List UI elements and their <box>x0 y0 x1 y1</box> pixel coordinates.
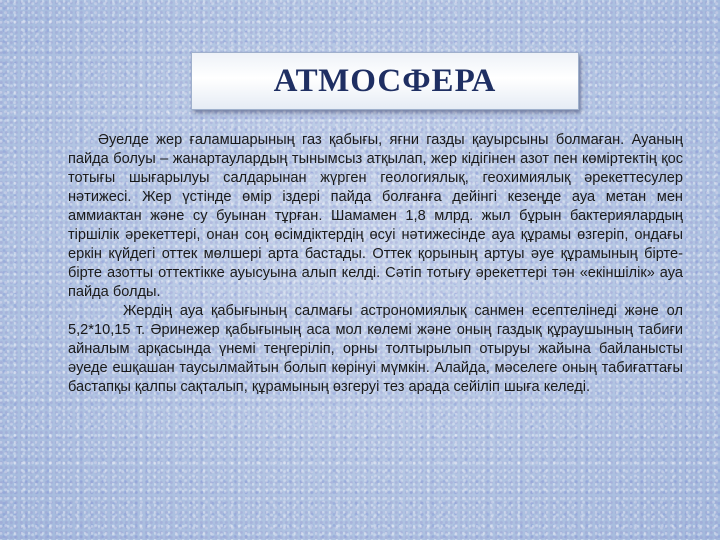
body-text <box>68 131 683 397</box>
title-box <box>191 52 579 110</box>
paragraph-1: Әуелде жер ғаламшарының газ қабығы, яғни газды қауырсыны болмаған. Ауаның пайда болуы – жанартаулардың тынымсыз атқылап, жер кідігінен азот пен көміртектің қос тотығы шығарылуы салдарынан жүрген геологиялық, геохимиялық әрекеттесулер нәтижесі. Жер үстінде өмір іздері пайда болғанға дейінгі кезеңде ауа метан мен аммиактан және су буынан тұрған. Шамамен 1,8 млрд. жыл бұрын бактериялардың тіршілік әрекеттері, онан соң өсімдіктердің өсуі нәтижесінде ауа құрамы өзгеріп, ондағы еркін күйдегі оттек мөлшері арта бастады. Оттек қорының артуы әуе құрамының бірте-бірте азотты оттектікке ауысуына алып келді. Сәтіп тотығу әрекеттері тән «екіншілік» ауа пайда болды. <box>68 132 683 300</box>
paragraph-2: Жердің ауа қабығының салмағы астрономиялық санмен есептелінеді және ол 5,2*10,15 т. Әринежер қабығының аса мол көлемі және оның газдық құраушының табиғи айналым арқасында үнемі теңгеріліп, орны толтырылып отыруы жайына байланысты әуеде ешқашан таусылмайтын болып көрінуі мүмкін. Алайда, мәселеге оның табиғаттағы бастапқы қалпы сақталып, құрамының өзгеруі тез арада сейіліп шыға келеді. <box>68 303 683 395</box>
slide-title: АТМОСФЕРА <box>273 62 497 99</box>
